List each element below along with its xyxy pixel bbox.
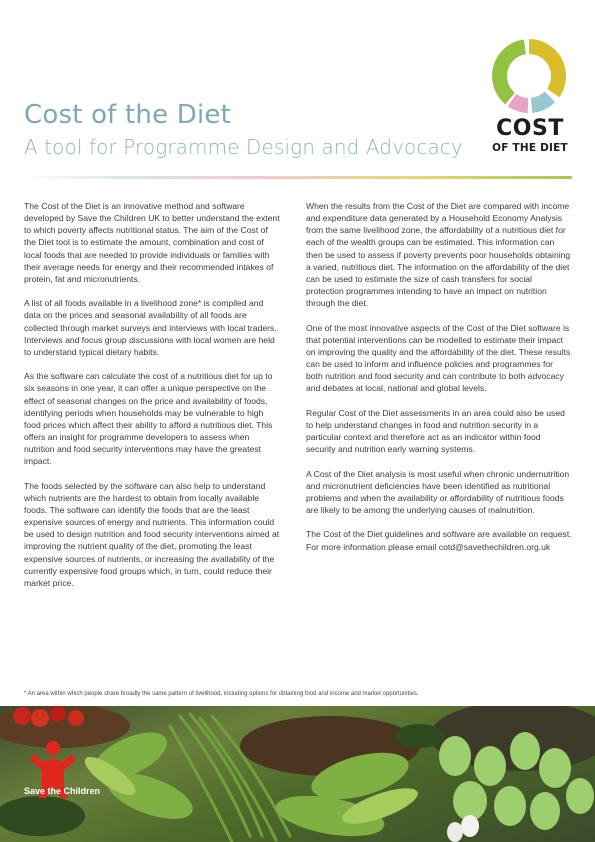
logo-ring-segment-yellow <box>529 39 566 97</box>
page-title: Cost of the Diet <box>24 100 231 130</box>
paragraph: The Cost of the Diet is an innovative method and software developed by Save the Children UK to better understand the extent to which poverty affects nutritional status. The aim of the Cost of the Diet tool is to estimate the amount, combination and cost of local foods that are needed to provide individuals or families with their average needs for energy and their recommended intakes of protein, fat and micronutrients. <box>24 201 280 284</box>
contact-email-link[interactable]: cotd@savethechildren.org.uk <box>438 541 551 552</box>
contact-text: The Cost of the Diet guidelines and software are available on request. For more information please email <box>306 529 572 552</box>
paragraph: One of the most innovative aspects of the Cost of the Diet software is that potential interventions can be modelled to estimate their impact on improving the quality and the affordability of the diet. These results can be used to inform and influence policies and programmes for both nutrition and food security and can contribute to both advocacy and debates at local, national and global levels. <box>306 322 571 394</box>
logo-word-of-the-diet: OF THE DIET <box>492 142 568 154</box>
paragraph: As the software can calculate the cost of a nutritious diet for up to six seasons in one year, it can offer a unique perspective on the effect of seasonal changes on the price and availability of foods, identifying periods when households may be vulnerable to high food prices which affect their ability to afford a nutritious diet. This offers an insight for programme developers to assess when nutrition and food security interventions may have the greatest impact. <box>24 371 273 467</box>
gradient-divider <box>24 176 572 179</box>
paragraph: When the results from the Cost of the Diet are compared with income and expenditure data generated by a Household Economy Analysis from the same livelihood zone, the affordability of a nutritious diet for each of the wealth groups can be estimated. This information can then be used to assess if poverty prevents poor households obtaining a varied, nutritious diet. The information on the affordability of the diet can be used to estimate the size of cash transfers for social protection programmes intending to have an impact on nutrition through the diet. <box>306 201 571 309</box>
paragraph: A list of all foods available in a livelihood zone* is compiled and data on the prices and seasonal availability of all foods are collected through market surveys and interviews with local traders. Interviews and focus group discussions with local women are held to understand typical dietary habits. <box>24 298 277 357</box>
left-text-column <box>24 200 280 601</box>
page-subtitle: A tool for Programme Design and Advocacy <box>24 135 463 159</box>
contact-paragraph <box>306 528 572 552</box>
footnote: * An area within which people share broadly the same pattern of livelihood, including options for obtaining food and income and market opportunities. <box>24 691 419 697</box>
right-text-column <box>306 200 572 565</box>
save-the-children-wordmark: Save the Children <box>24 786 101 796</box>
save-the-children-logo-icon <box>24 740 134 830</box>
logo-ring-segment-green <box>492 39 526 104</box>
paragraph: A Cost of the Diet analysis is most useful when chronic undernutrition and micronutrient deficiencies have been identified as nutritional problems and when the availability or affordability of nutritious foods are likely to be among the underlying causes of malnutrition. <box>306 468 570 515</box>
paragraph: The foods selected by the software can also help to understand which nutrients are the hardest to obtain from locally available foods. The software can identify the foods that are the least expensive sources of energy and nutrients. This information could be used to design nutrition and food security interventions aimed at improving the nutrient quality of the diet, promoting the least expensive sources of nutrients, or increasing the availability of the currently expensive food groups which, in turn, could reduce their market price. <box>24 480 280 588</box>
paragraph: Regular Cost of the Diet assessments in an area could also be used to help understand changes in food and nutrition security in a particular context and therefore act as an indicator within food security and nutrition early warning systems. <box>306 407 565 455</box>
logo-ring-segment-blue <box>531 92 555 113</box>
logo-word-cost: COST <box>496 116 564 141</box>
